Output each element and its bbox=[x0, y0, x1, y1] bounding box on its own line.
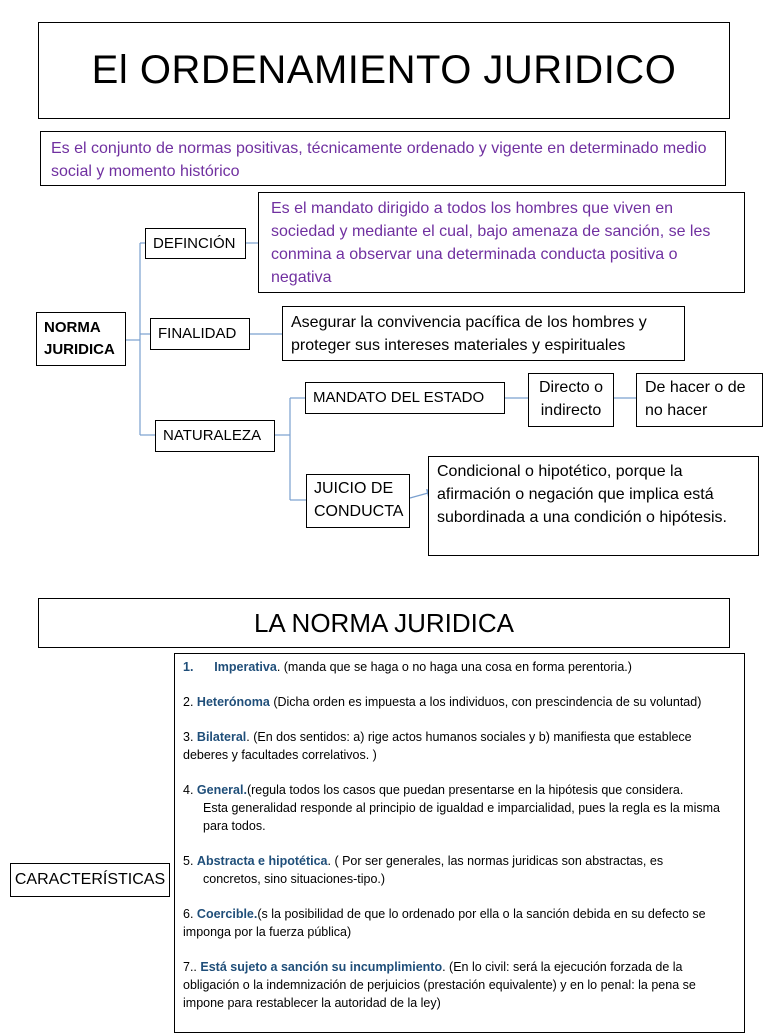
item-text: (Dicha orden es impuesta a los individuos, con prescindencia de su voluntad) bbox=[269, 695, 702, 709]
definicion-label: DEFINCIÓN bbox=[153, 234, 236, 252]
item-continuation: Esta generalidad responde al principio de igualdad e imparcialidad, pues la regla es la misma para todos. bbox=[203, 801, 720, 833]
caracteristicas-box bbox=[10, 863, 170, 897]
item-number: 6. bbox=[183, 907, 194, 921]
naturaleza-label: NATURALEZA bbox=[163, 427, 262, 444]
definicion-text: Es el mandato dirigido a todos los hombres que viven en sociedad y mediante el cual, bajo amenaza de sanción, se les conmina a observar una determinada conducta positiva o negativa bbox=[258, 192, 745, 293]
ordenamiento-definition: Es el conjunto de normas positivas, técnicamente ordenado y vigente en determinado medio social y momento histórico bbox=[40, 131, 726, 186]
directo-indirecto-box: Directo o indirecto bbox=[528, 373, 614, 427]
finalidad-label: FINALIDAD bbox=[158, 325, 237, 342]
list-item bbox=[183, 693, 732, 711]
item-keyword: Coercible. bbox=[196, 907, 258, 921]
item-keyword: Heterónoma bbox=[196, 695, 270, 709]
item-keyword: Está sujeto a sanción su incumplimiento bbox=[200, 960, 443, 974]
list-item bbox=[183, 658, 732, 676]
list-item bbox=[183, 728, 732, 764]
finalidad-box bbox=[150, 318, 250, 350]
item-text: . (En lo civil: será la ejecución forzada de la obligación o la indemnización de perjuicios (prestación equivalente) y en lo penal: la pena se impone para restablecer la autoridad de la ley) bbox=[183, 960, 696, 1010]
item-keyword: Bilateral bbox=[196, 730, 247, 744]
mandato-estado-label: MANDATO DEL ESTADO bbox=[313, 389, 485, 406]
section-title: LA NORMA JURIDICA bbox=[38, 598, 730, 648]
item-continuation: concretos, sino situaciones-tipo.) bbox=[203, 872, 386, 886]
item-text: . (manda que se haga o no haga una cosa en forma perentoria.) bbox=[276, 660, 632, 674]
mandato-estado-box bbox=[305, 382, 505, 414]
item-number: 7.. bbox=[183, 960, 197, 974]
hacer-no-hacer-box: De hacer o de no hacer bbox=[636, 373, 763, 427]
list-item bbox=[183, 905, 732, 941]
naturaleza-box bbox=[155, 420, 275, 452]
item-text: (s la posibilidad de que lo ordenado por ella o la sanción debida en su defecto se imponga por la fuerza pública) bbox=[183, 907, 706, 939]
norma-juridica-label: NORMA JURIDICA bbox=[44, 319, 115, 358]
item-number: 4. bbox=[183, 783, 194, 797]
caracteristicas-label: CARACTERÍSTICAS bbox=[14, 871, 166, 888]
item-number: 1. bbox=[183, 660, 194, 674]
item-text: . ( Por ser generales, las normas juridicas son abstractas, es bbox=[327, 854, 664, 868]
item-keyword: Abstracta e hipotética bbox=[196, 854, 328, 868]
norma-juridica-box bbox=[36, 312, 126, 366]
item-keyword: Imperativa bbox=[214, 660, 277, 674]
caracteristicas-list bbox=[174, 653, 745, 1033]
item-number: 3. bbox=[183, 730, 194, 744]
list-item bbox=[183, 852, 732, 888]
list-item bbox=[183, 781, 732, 835]
main-title: El ORDENAMIENTO JURIDICO bbox=[38, 22, 730, 119]
juicio-conducta-box: JUICIO DE CONDUCTA bbox=[306, 474, 410, 528]
definicion-box bbox=[145, 228, 246, 259]
list-item bbox=[183, 958, 732, 1012]
item-number: 2. bbox=[183, 695, 194, 709]
item-text: (regula todos los casos que puedan presentarse en la hipótesis que considera. bbox=[246, 783, 684, 797]
item-text: . (En dos sentidos: a) rige actos humanos sociales y b) manifiesta que establece deberes y facultades correlativos. ) bbox=[183, 730, 692, 762]
item-keyword: General. bbox=[196, 783, 247, 797]
finalidad-text: Asegurar la convivencia pacífica de los hombres y proteger sus intereses materiales y espirituales bbox=[282, 306, 685, 361]
item-number: 5. bbox=[183, 854, 194, 868]
condicional-text: Condicional o hipotético, porque la afirmación o negación que implica está subordinada a una condición o hipótesis. bbox=[428, 456, 759, 556]
